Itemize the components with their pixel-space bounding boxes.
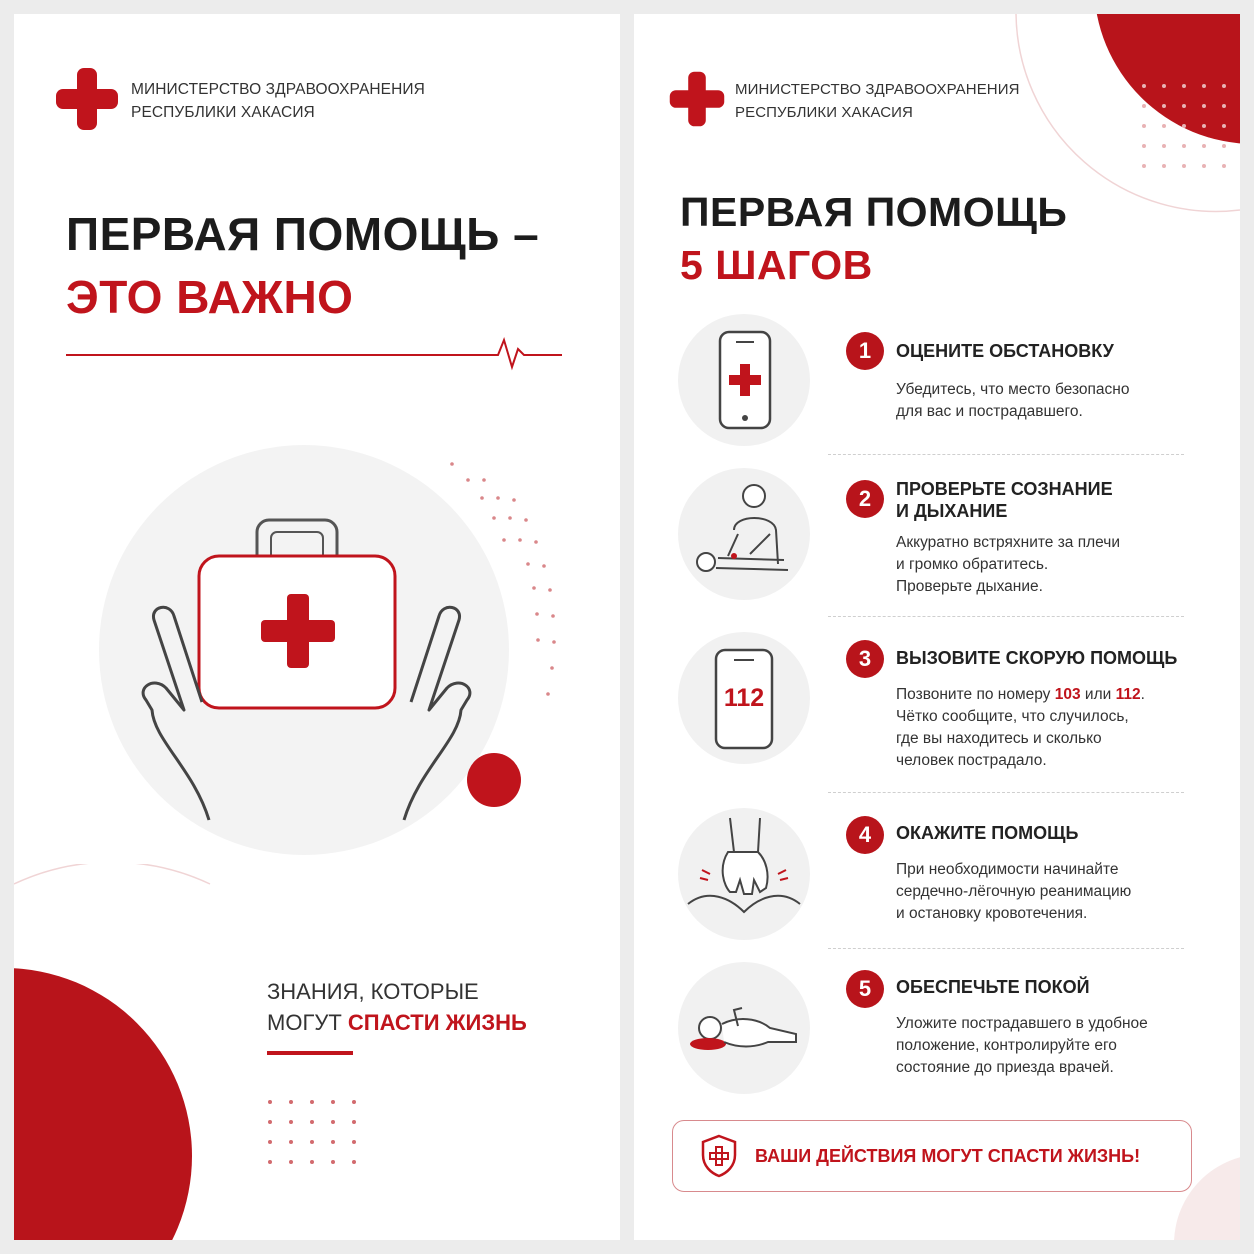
corner-decoration — [14, 864, 214, 1240]
tagline-prefix: МОГУТ — [267, 1010, 348, 1035]
step-5-desc — [896, 1013, 1216, 1079]
tagline-line1: ЗНАНИЯ, КОТОРЫЕ — [267, 979, 479, 1004]
step-3-desc-line1 — [896, 684, 1216, 706]
phone-112-icon — [678, 632, 810, 764]
step-3-desc-line2: Чётко сообщите, что случилось, — [896, 708, 1129, 725]
step-5-title — [896, 976, 1216, 998]
tagline-underline — [267, 1051, 353, 1055]
step-2-title — [896, 478, 1216, 522]
step-5-illustration — [678, 962, 810, 1094]
right-poster — [634, 14, 1240, 1240]
main-title-line2: ЭТО ВАЖНО — [66, 271, 354, 323]
step-4-desc — [896, 859, 1216, 925]
step-3-desc-suffix: . — [1140, 686, 1145, 703]
step-5-title-line: ОБЕСПЕЧЬТЕ ПОКОЙ — [896, 977, 1090, 997]
step-4-title — [896, 822, 1216, 844]
red-cross-logo-icon — [54, 66, 120, 132]
red-cross-logo-icon — [668, 70, 726, 128]
recovery-position-icon — [678, 962, 810, 1094]
step-1-title-line: ОЦЕНИТЕ ОБСТАНОВКУ — [896, 341, 1114, 361]
step-3-desc-mid: или — [1080, 686, 1116, 703]
tagline-line2 — [267, 1007, 527, 1038]
step-3-illustration — [678, 632, 810, 764]
step-4-desc-line3: и остановку кровотечения. — [896, 905, 1088, 922]
step-3-desc-line3: где вы находитесь и сколько — [896, 730, 1102, 747]
steps-title-line2: 5 ШАГОВ — [680, 242, 873, 288]
main-title-line1: ПЕРВАЯ ПОМОЩЬ – — [66, 208, 540, 260]
step-3-title-line: ВЫЗОВИТЕ СКОРУЮ ПОМОЩЬ — [896, 648, 1178, 668]
ministry-line1: МИНИСТЕРСТВО ЗДРАВООХРАНЕНИЯ — [735, 81, 1020, 98]
steps-title-line1: ПЕРВАЯ ПОМОЩЬ — [680, 189, 1068, 235]
step-2-number: 2 — [846, 480, 884, 518]
phone-number-112: 112 — [1115, 686, 1141, 703]
step-1-desc-line2: для вас и пострадавшего. — [896, 403, 1083, 420]
step-4-illustration — [678, 808, 810, 940]
step-4-number: 4 — [846, 816, 884, 854]
step-5-number: 5 — [846, 970, 884, 1008]
step-2-desc-line1: Аккуратно встряхните за плечи — [896, 534, 1121, 551]
tagline — [267, 976, 527, 1038]
step-1-desc-line1: Убедитесь, что место безопасно — [896, 381, 1130, 398]
step-2-illustration — [678, 468, 810, 600]
step-2-title-line1: ПРОВЕРЬТЕ СОЗНАНИЕ — [896, 479, 1113, 499]
phone-label: 112 — [723, 684, 765, 712]
step-3-desc-line4: человек пострадало. — [896, 752, 1047, 769]
step-4-desc-line1: При необходимости начинайте — [896, 861, 1119, 878]
step-1-number: 1 — [846, 332, 884, 370]
cpr-hands-icon — [678, 808, 810, 940]
divider — [828, 948, 1184, 949]
divider — [828, 792, 1184, 793]
phone-number-103: 103 — [1054, 686, 1081, 703]
step-3-title — [896, 647, 1226, 669]
step-5-desc-line2: положение, контролируйте его — [896, 1037, 1117, 1054]
step-4-title-line: ОКАЖИТЕ ПОМОЩЬ — [896, 823, 1079, 843]
step-2-desc — [896, 532, 1216, 598]
step-4-desc-line2: сердечно-лёгочную реанимацию — [896, 883, 1132, 900]
check-consciousness-icon — [678, 468, 810, 600]
first-aid-kit-in-hands-icon — [74, 440, 594, 860]
bottom-banner — [672, 1120, 1192, 1192]
step-5-desc-line1: Уложите пострадавшего в удобное — [896, 1015, 1148, 1032]
step-2-desc-line3: Проверьте дыхание. — [896, 578, 1043, 595]
ministry-line1: МИНИСТЕРСТВО ЗДРАВООХРАНЕНИЯ — [131, 81, 425, 98]
step-3-desc — [896, 684, 1216, 772]
step-1-illustration — [678, 314, 810, 446]
step-5-desc-line3: состояние до приезда врачей. — [896, 1059, 1114, 1076]
corner-decoration-top — [1004, 14, 1240, 214]
left-poster — [14, 14, 620, 1240]
ministry-name — [735, 78, 1020, 124]
divider — [828, 454, 1184, 455]
shield-cross-icon — [699, 1133, 739, 1179]
dot-grid-decoration — [264, 1094, 364, 1174]
ministry-name — [131, 78, 425, 124]
ministry-line2: РЕСПУБЛИКИ ХАКАСИЯ — [735, 104, 913, 121]
step-2-title-line2: И ДЫХАНИЕ — [896, 501, 1008, 521]
heartbeat-line-icon — [66, 334, 562, 374]
phone-cross-icon — [678, 314, 810, 446]
step-2-desc-line2: и громко обратитесь. — [896, 556, 1049, 573]
step-3-number: 3 — [846, 640, 884, 678]
divider — [828, 616, 1184, 617]
step-1-title — [896, 340, 1216, 362]
tagline-highlight: СПАСТИ ЖИЗНЬ — [347, 1010, 527, 1035]
step-1-desc — [896, 379, 1216, 423]
ministry-line2: РЕСПУБЛИКИ ХАКАСИЯ — [131, 104, 315, 121]
step-3-desc-prefix: Позвоните по номеру — [896, 686, 1055, 703]
banner-text: ВАШИ ДЕЙСТВИЯ МОГУТ СПАСТИ ЖИЗНЬ! — [755, 1146, 1141, 1166]
